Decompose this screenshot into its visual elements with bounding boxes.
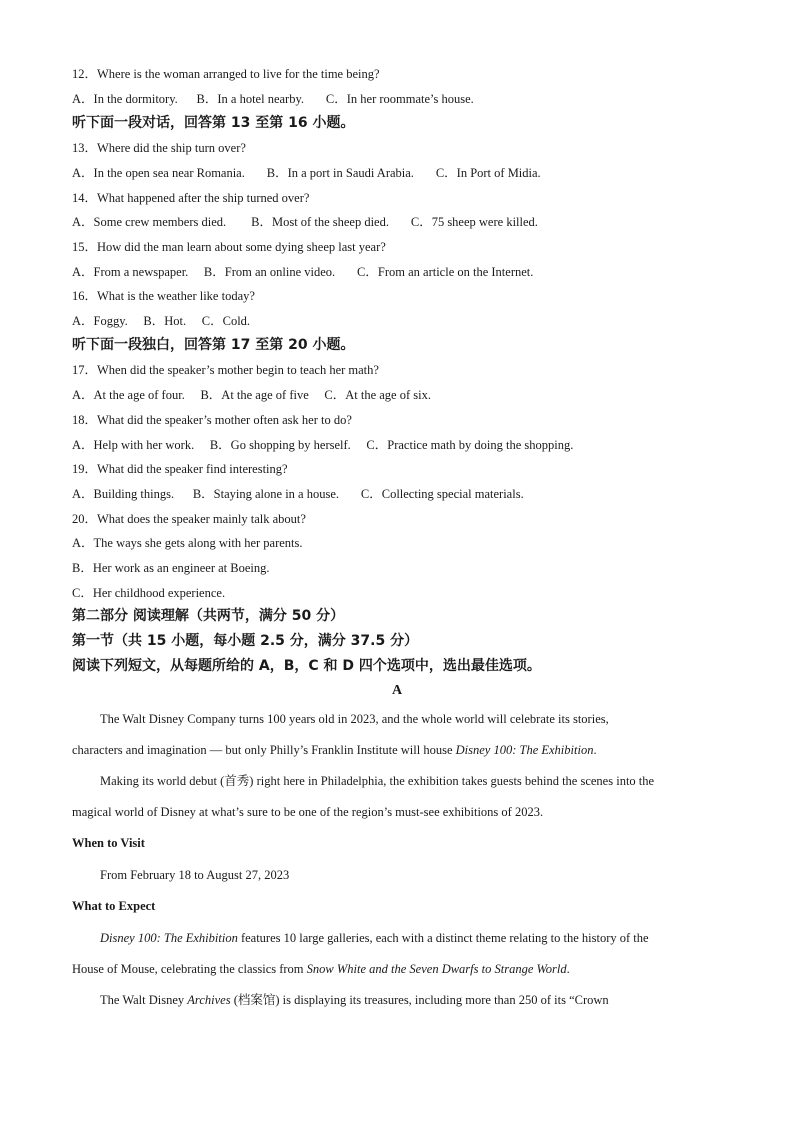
question-14: 14．What happened after the ship turned over? — [72, 191, 310, 205]
passage-p2-line1: Making its world debut (首秀) right here in Philadelphia, the exhibition takes guests behind the scenes into the — [100, 774, 655, 788]
exhibition-title: Disney 100: The Exhibition — [455, 743, 594, 757]
options-12 — [72, 91, 474, 107]
option-c: C．In her roommate’s house. — [325, 92, 474, 106]
section1-title: 第一节（共 15 小题，每小题 2.5 分，满分 37.5 分） — [72, 633, 419, 649]
question-20: 20．What does the speaker mainly talk about? — [72, 512, 306, 526]
section-heading-13-16: 听下面一段对话，回答第 13 至第 16 小题。 — [72, 115, 355, 131]
option-a: A．Some crew members died. — [72, 215, 227, 229]
option-c: C．In Port of Midia. — [435, 166, 541, 180]
passage-p1-line1: The Walt Disney Company turns 100 years old in 2023, and the whole world will celebrate its stories, — [100, 712, 609, 726]
text-span: . — [593, 743, 597, 757]
option-b: B．In a hotel nearby. — [196, 92, 305, 106]
exhibition-title: Disney 100: The Exhibition — [100, 931, 238, 945]
option-a: A．In the open sea near Romania. — [72, 166, 245, 180]
question-13: 13．Where did the ship turn over? — [72, 141, 246, 155]
film-titles: Snow White and the Seven Dwarfs to Strange World — [306, 962, 567, 976]
options-16 — [72, 313, 250, 329]
reading-instruction: 阅读下列短文，从每题所给的 A，B，C 和 D 四个选项中，选出最佳选项。 — [72, 658, 541, 674]
option-b: B．Go shopping by herself. — [209, 438, 351, 452]
text-span: characters and imagination — but only Philly’s Franklin Institute will house — [72, 743, 456, 757]
passage-p1-line2 — [72, 742, 597, 758]
question-12: 12．Where is the woman arranged to live for the time being? — [72, 67, 380, 81]
text-span: . — [566, 962, 570, 976]
passage-p2-line2: magical world of Disney at what’s sure to be one of the region’s must-see exhibitions of 2023. — [72, 805, 544, 819]
option-c: C．Practice math by doing the shopping. — [366, 438, 574, 452]
option-c: C．Cold. — [201, 314, 251, 328]
text-span: House of Mouse, celebrating the classics from — [72, 962, 307, 976]
passage-letter: A — [391, 683, 403, 698]
question-19: 19．What did the speaker find interesting? — [72, 462, 288, 476]
passage-p3-line2 — [72, 961, 570, 977]
option-a: A．Help with her work. — [72, 438, 195, 452]
question-16: 16．What is the weather like today? — [72, 289, 255, 303]
option-c: C．Collecting special materials. — [360, 487, 524, 501]
text-span: features 10 large galleries, each with a distinct theme relating to the history of the — [237, 931, 649, 945]
archives-term: Archives — [187, 993, 231, 1007]
option-20-a: A．The ways she gets along with her parents. — [72, 536, 303, 550]
options-13 — [72, 165, 541, 181]
option-c: C．75 sheep were killed. — [410, 215, 538, 229]
option-a: A．Foggy. — [72, 314, 128, 328]
passage-p4-line1 — [100, 992, 609, 1008]
options-18 — [72, 437, 573, 453]
option-20-b: B．Her work as an engineer at Boeing. — [72, 561, 270, 575]
option-c: C．At the age of six. — [324, 388, 431, 402]
option-b: B．In a port in Saudi Arabia. — [266, 166, 414, 180]
option-20-c: C．Her childhood experience. — [72, 586, 226, 600]
text-span: (档案馆) is displaying its treasures, including more than 250 of its “Crown — [230, 993, 609, 1007]
section-heading-17-20: 听下面一段独白，回答第 17 至第 20 小题。 — [72, 337, 355, 353]
option-b: B．From an online video. — [203, 265, 336, 279]
options-19 — [72, 486, 524, 502]
options-15 — [72, 264, 533, 280]
option-a: A．From a newspaper. — [72, 265, 189, 279]
when-text: From February 18 to August 27, 2023 — [100, 868, 290, 882]
question-18: 18．What did the speaker’s mother often ask her to do? — [72, 413, 352, 427]
options-17 — [72, 387, 431, 403]
heading-when-to-visit: When to Visit — [72, 836, 145, 850]
option-c: C．From an article on the Internet. — [357, 265, 534, 279]
option-b: B．Hot. — [143, 314, 187, 328]
question-17: 17．When did the speaker’s mother begin to teach her math? — [72, 363, 379, 377]
option-b: B．Staying alone in a house. — [192, 487, 340, 501]
option-b: B．Most of the sheep died. — [251, 215, 389, 229]
question-15: 15．How did the man learn about some dying sheep last year? — [72, 240, 386, 254]
option-a: A．In the dormitory. — [72, 92, 178, 106]
option-b: B．At the age of five — [200, 388, 309, 402]
heading-what-to-expect: What to Expect — [72, 899, 156, 913]
part2-title: 第二部分 阅读理解（共两节，满分 50 分） — [72, 608, 345, 624]
option-a: A．Building things. — [72, 487, 175, 501]
passage-p3-line1 — [100, 930, 649, 946]
options-14 — [72, 214, 538, 230]
option-a: A．At the age of four. — [72, 388, 185, 402]
text-span: The Walt Disney — [100, 993, 188, 1007]
